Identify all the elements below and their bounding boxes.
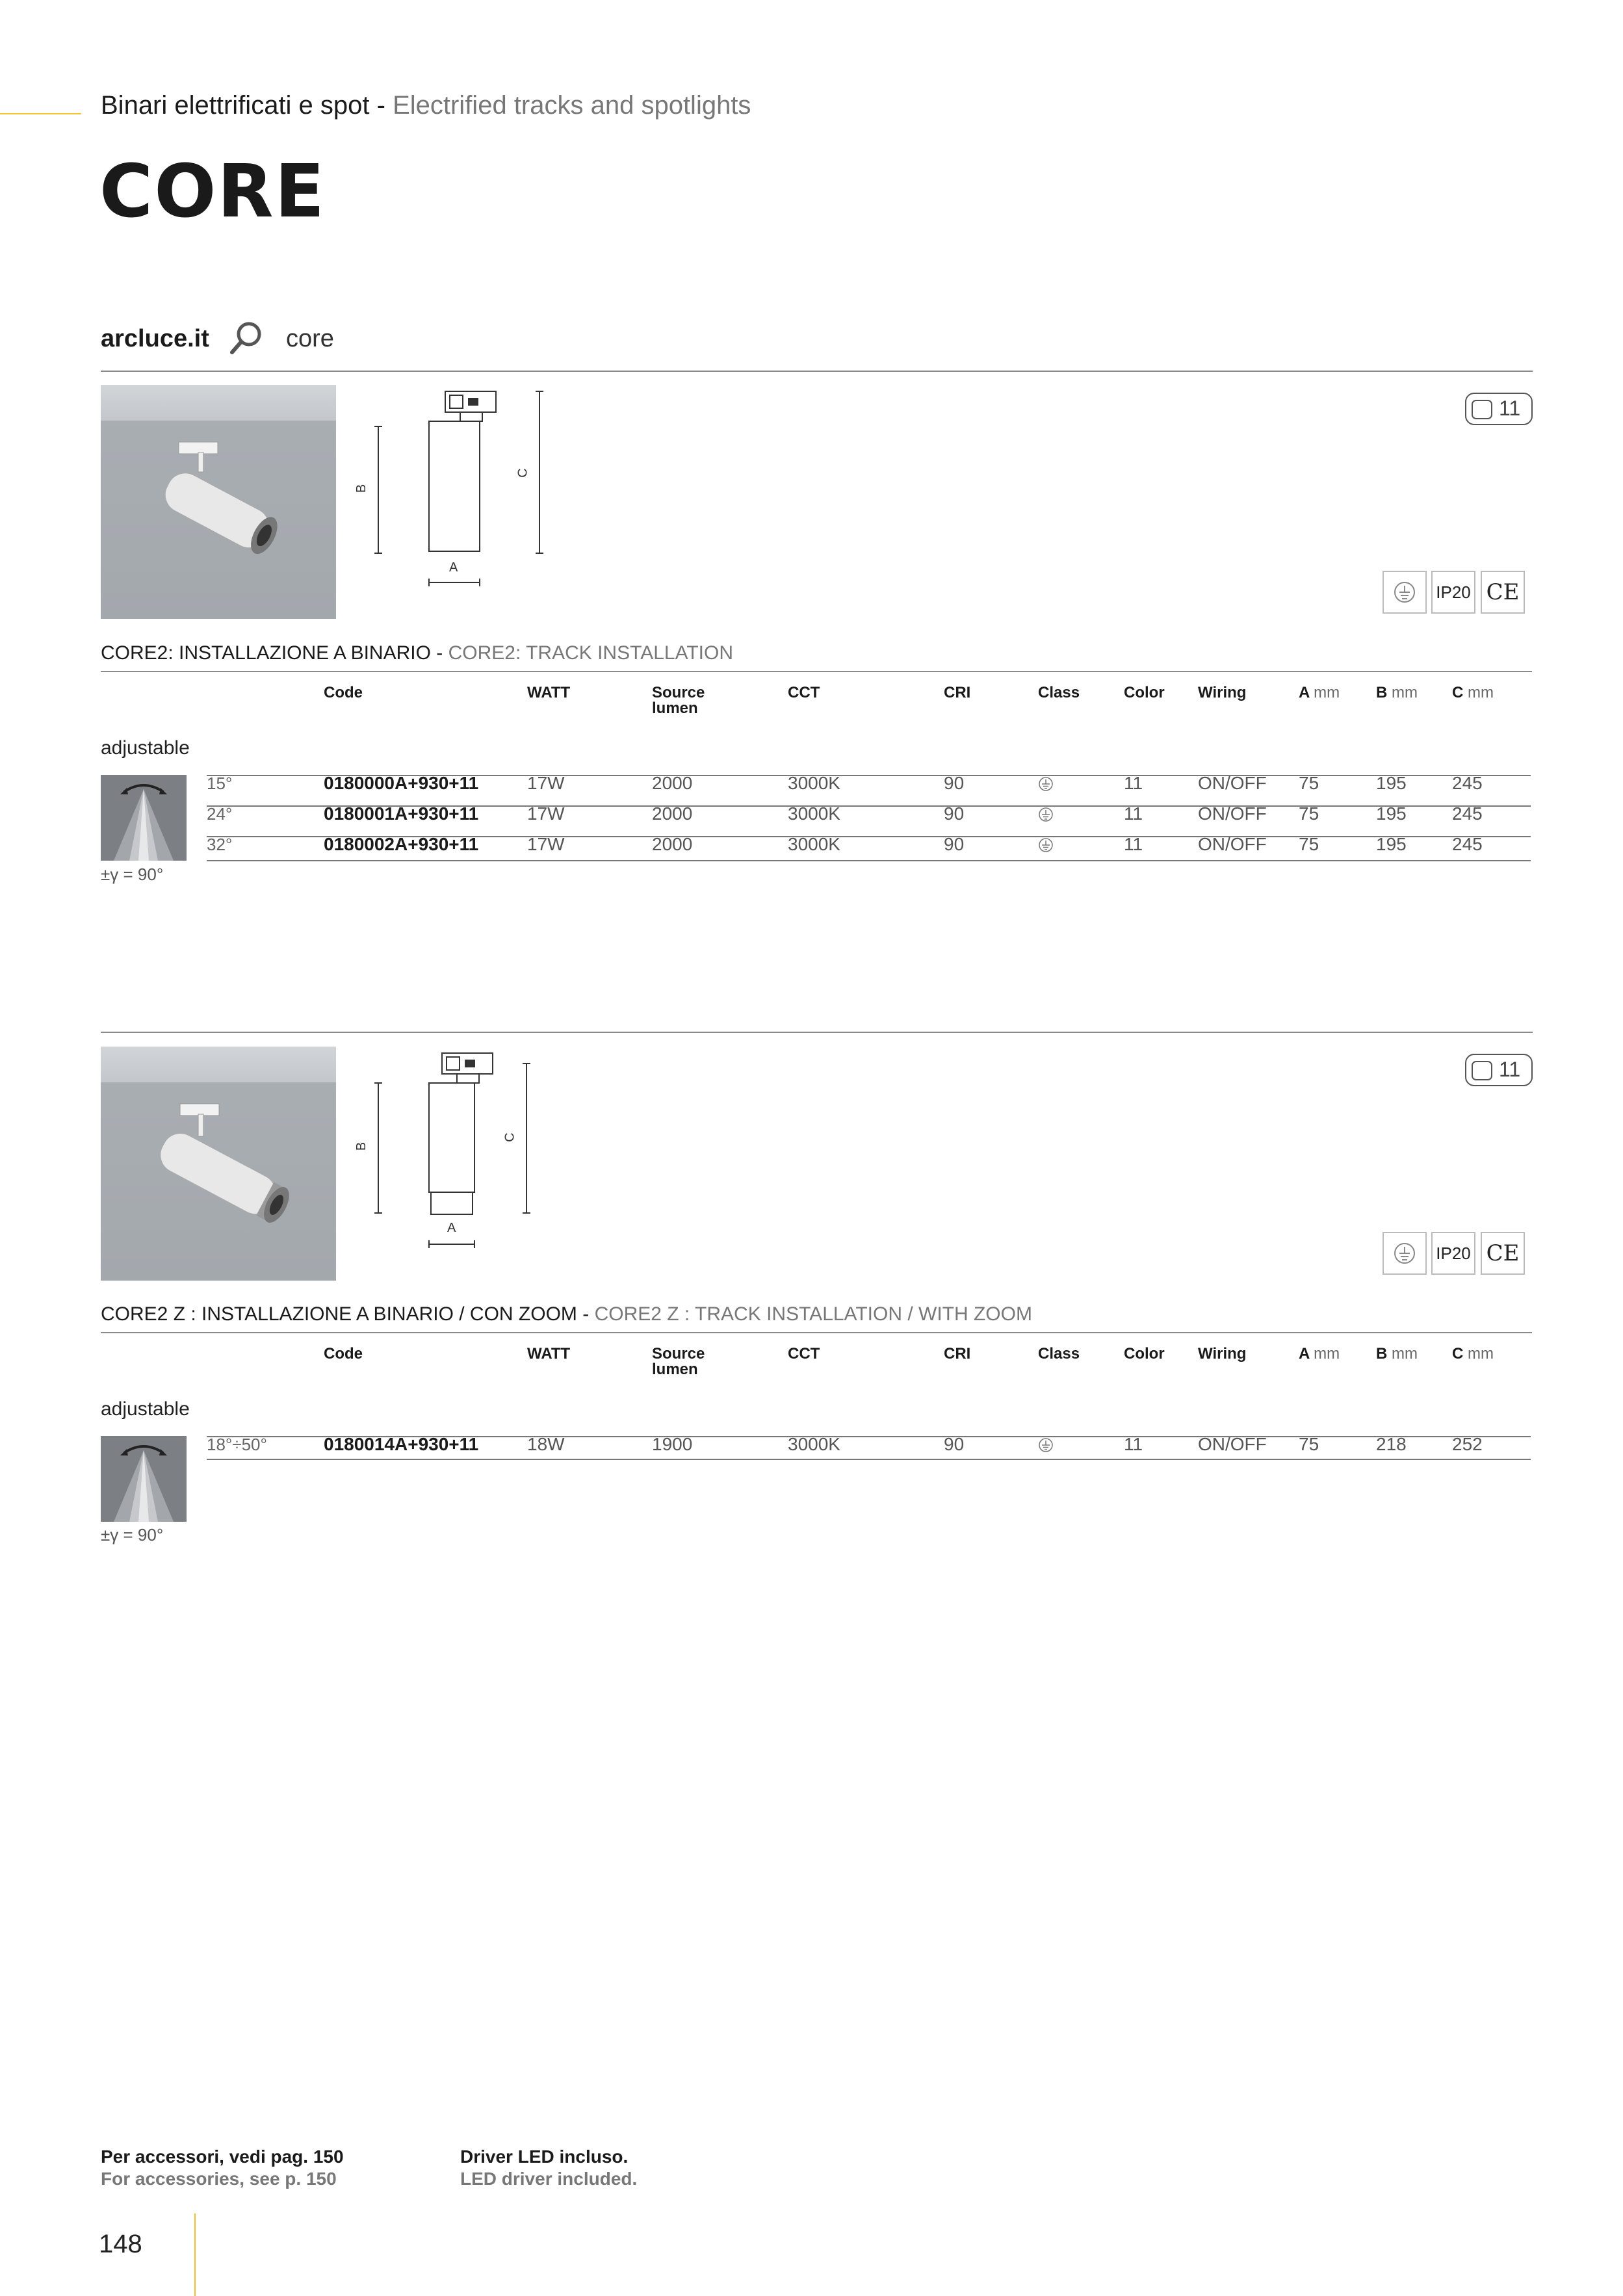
watt-value: 17W bbox=[527, 803, 565, 824]
watt-value: 18W bbox=[527, 1434, 565, 1454]
beam-angle: 15° bbox=[207, 774, 233, 793]
beam-angle: 18°÷50° bbox=[207, 1435, 267, 1454]
color-value: 11 bbox=[1124, 773, 1143, 793]
col-wiring: Wiring bbox=[1198, 684, 1247, 701]
a-value: 75 bbox=[1299, 803, 1319, 824]
lumen-value: 2000 bbox=[652, 773, 693, 793]
divider bbox=[101, 1032, 1533, 1033]
row-rule bbox=[207, 1459, 1531, 1460]
watt-value: 17W bbox=[527, 773, 565, 793]
a-value: 75 bbox=[1299, 773, 1319, 793]
cct-value: 3000K bbox=[788, 803, 840, 824]
site-link[interactable]: arcluce.it bbox=[101, 325, 209, 352]
tilt-range: ±γ = 90° bbox=[101, 865, 164, 884]
col-watt: WATT bbox=[527, 684, 571, 701]
b-value: 195 bbox=[1376, 773, 1407, 793]
b-value: 218 bbox=[1376, 1434, 1407, 1454]
color-value: 11 bbox=[1124, 834, 1143, 854]
wiring-value: ON/OFF bbox=[1198, 773, 1267, 793]
dim-label-b: B bbox=[354, 1141, 369, 1151]
a-value: 75 bbox=[1299, 834, 1319, 854]
divider bbox=[101, 371, 1533, 372]
col-code: Code bbox=[324, 1345, 363, 1363]
col-watt: WATT bbox=[527, 1345, 571, 1363]
beam-angle: 24° bbox=[207, 804, 233, 824]
product-code: 0180014A+930+11 bbox=[324, 1434, 479, 1454]
col-a-mm: A mm bbox=[1299, 684, 1340, 701]
driver-note-en: LED driver included. bbox=[460, 2169, 638, 2189]
col-color: Color bbox=[1124, 684, 1165, 701]
col-c-mm: C mm bbox=[1452, 1345, 1494, 1363]
accent-vline bbox=[194, 2213, 196, 2296]
lumen-value: 1900 bbox=[652, 1434, 693, 1454]
ce-mark: CE bbox=[1481, 571, 1525, 614]
col-code: Code bbox=[324, 684, 363, 701]
col-class: Class bbox=[1038, 684, 1080, 701]
ce-mark: CE bbox=[1481, 1232, 1525, 1275]
b-value: 195 bbox=[1376, 834, 1407, 854]
table-rule bbox=[101, 671, 1532, 672]
color-value: 11 bbox=[1124, 1434, 1143, 1454]
color-badge bbox=[1465, 1054, 1533, 1086]
page-number: 148 bbox=[99, 2230, 142, 2258]
col-color: Color bbox=[1124, 1345, 1165, 1363]
b-value: 195 bbox=[1376, 803, 1407, 824]
product-code: 0180001A+930+11 bbox=[324, 803, 479, 824]
search-icon bbox=[227, 320, 264, 356]
cri-value: 90 bbox=[944, 773, 965, 793]
col-b-mm: B mm bbox=[1376, 1345, 1418, 1363]
accessories-note-it: Per accessori, vedi pag. 150 bbox=[101, 2146, 344, 2167]
product-photo bbox=[101, 1047, 336, 1281]
class-i-earth-icon bbox=[1038, 776, 1054, 792]
col-class: Class bbox=[1038, 1345, 1080, 1363]
col-cct: CCT bbox=[788, 684, 820, 701]
lumen-value: 2000 bbox=[652, 803, 693, 824]
breadcrumb-italian: Binari elettrificati e spot - bbox=[101, 91, 393, 120]
cct-value: 3000K bbox=[788, 834, 840, 854]
wiring-value: ON/OFF bbox=[1198, 1434, 1267, 1454]
dim-label-b: B bbox=[354, 484, 369, 493]
c-value: 245 bbox=[1452, 834, 1483, 854]
beam-adjustable-icon bbox=[101, 1436, 187, 1522]
ip20-badge: IP20 bbox=[1431, 571, 1475, 614]
col-b-mm: B mm bbox=[1376, 684, 1418, 701]
class-i-earth-icon bbox=[1038, 807, 1054, 822]
color-code: 11 bbox=[1499, 397, 1521, 420]
col-source-lumen: Source lumen bbox=[652, 684, 705, 717]
dim-label-c: C bbox=[515, 468, 530, 478]
breadcrumb bbox=[101, 91, 751, 120]
product-code: 0180002A+930+11 bbox=[324, 834, 479, 854]
col-wiring: Wiring bbox=[1198, 1345, 1247, 1363]
a-value: 75 bbox=[1299, 1434, 1319, 1454]
adjustable-label: adjustable bbox=[101, 737, 190, 759]
lumen-value: 2000 bbox=[652, 834, 693, 854]
dim-label-c: C bbox=[502, 1132, 517, 1142]
col-cri: CRI bbox=[944, 684, 971, 701]
cct-value: 3000K bbox=[788, 773, 840, 793]
cri-value: 90 bbox=[944, 834, 965, 854]
driver-note-it: Driver LED incluso. bbox=[460, 2146, 629, 2167]
color-swatch bbox=[1472, 1061, 1492, 1080]
dim-label-a: A bbox=[447, 1221, 456, 1235]
col-cri: CRI bbox=[944, 1345, 971, 1363]
product-code: 0180000A+930+11 bbox=[324, 773, 479, 793]
cri-value: 90 bbox=[944, 1434, 965, 1454]
section-title: CORE2: INSTALLAZIONE A BINARIO - CORE2: TRACK INSTALLATION bbox=[101, 642, 734, 664]
product-photo bbox=[101, 385, 336, 619]
beam-adjustable-icon bbox=[101, 775, 187, 861]
c-value: 245 bbox=[1452, 803, 1483, 824]
c-value: 245 bbox=[1452, 773, 1483, 793]
class-i-earth-icon bbox=[1038, 837, 1054, 853]
beam-angle: 32° bbox=[207, 835, 233, 854]
watt-value: 17W bbox=[527, 834, 565, 854]
table-rule bbox=[101, 1332, 1532, 1333]
col-source-lumen: Source lumen bbox=[652, 1345, 705, 1378]
section-title: CORE2 Z : INSTALLAZIONE A BINARIO / CON ZOOM - CORE2 Z : TRACK INSTALLATION / WITH ZOOM bbox=[101, 1303, 1032, 1325]
page-title: CORE bbox=[99, 150, 326, 234]
class-i-earth-icon bbox=[1383, 1232, 1427, 1275]
accessories-note-en: For accessories, see p. 150 bbox=[101, 2169, 337, 2189]
color-badge bbox=[1465, 393, 1533, 425]
color-code: 11 bbox=[1499, 1058, 1521, 1081]
dim-label-a: A bbox=[449, 560, 458, 575]
color-swatch bbox=[1472, 400, 1492, 419]
breadcrumb-english: Electrified tracks and spotlights bbox=[393, 91, 751, 120]
accent-line bbox=[0, 113, 81, 114]
col-c-mm: C mm bbox=[1452, 684, 1494, 701]
cct-value: 3000K bbox=[788, 1434, 840, 1454]
wiring-value: ON/OFF bbox=[1198, 834, 1267, 854]
col-a-mm: A mm bbox=[1299, 1345, 1340, 1363]
adjustable-label: adjustable bbox=[101, 1398, 190, 1420]
color-value: 11 bbox=[1124, 803, 1143, 824]
cri-value: 90 bbox=[944, 803, 965, 824]
row-rule bbox=[207, 860, 1531, 861]
ip20-badge: IP20 bbox=[1431, 1232, 1475, 1275]
c-value: 252 bbox=[1452, 1434, 1483, 1454]
class-i-earth-icon bbox=[1383, 571, 1427, 614]
tilt-range: ±γ = 90° bbox=[101, 1525, 164, 1545]
wiring-value: ON/OFF bbox=[1198, 803, 1267, 824]
col-cct: CCT bbox=[788, 1345, 820, 1363]
class-i-earth-icon bbox=[1038, 1437, 1054, 1453]
search-term: core bbox=[286, 325, 334, 352]
